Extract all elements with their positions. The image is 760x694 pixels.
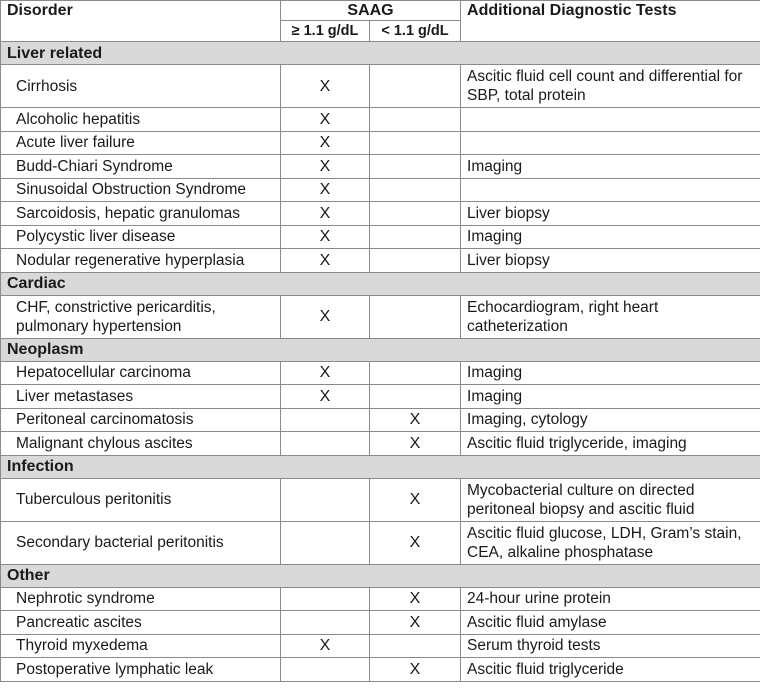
disorder-cell: Polycystic liver disease bbox=[1, 225, 281, 249]
header-row bbox=[1, 1, 760, 21]
saag-high-cell: X bbox=[281, 65, 370, 108]
saag-low-cell: X bbox=[370, 478, 461, 521]
category-label: Other bbox=[1, 564, 760, 587]
table-row bbox=[1, 521, 760, 564]
table-row bbox=[1, 225, 760, 249]
header-saag-low: < 1.1 g/dL bbox=[370, 21, 461, 42]
table-row bbox=[1, 361, 760, 385]
table-row bbox=[1, 432, 760, 456]
tests-cell bbox=[461, 108, 760, 132]
saag-high-cell: X bbox=[281, 108, 370, 132]
saag-high-cell bbox=[281, 478, 370, 521]
disorder-cell: Nephrotic syndrome bbox=[1, 587, 281, 611]
saag-low-cell bbox=[370, 295, 461, 338]
category-label: Infection bbox=[1, 455, 760, 478]
table-row bbox=[1, 108, 760, 132]
saag-high-cell: X bbox=[281, 249, 370, 273]
disorder-cell: Nodular regenerative hyperplasia bbox=[1, 249, 281, 273]
disorder-cell: Postoperative lymphatic leak bbox=[1, 658, 281, 682]
tests-cell: Liver biopsy bbox=[461, 202, 760, 226]
table-row bbox=[1, 249, 760, 273]
category-row bbox=[1, 272, 760, 295]
table-row bbox=[1, 634, 760, 658]
saag-high-cell bbox=[281, 658, 370, 682]
tests-cell: Imaging bbox=[461, 225, 760, 249]
saag-low-cell: X bbox=[370, 658, 461, 682]
category-label: Liver related bbox=[1, 42, 760, 65]
tests-cell: Ascitic fluid triglyceride, imaging bbox=[461, 432, 760, 456]
category-row bbox=[1, 455, 760, 478]
disorder-cell: Thyroid myxedema bbox=[1, 634, 281, 658]
disorder-cell: Sarcoidosis, hepatic granulomas bbox=[1, 202, 281, 226]
tests-cell: Imaging bbox=[461, 155, 760, 179]
category-row bbox=[1, 564, 760, 587]
disorder-cell: Acute liver failure bbox=[1, 131, 281, 155]
table-row bbox=[1, 478, 760, 521]
table-row bbox=[1, 178, 760, 202]
saag-high-cell: X bbox=[281, 385, 370, 409]
table-row bbox=[1, 131, 760, 155]
table-row bbox=[1, 658, 760, 682]
category-row bbox=[1, 42, 760, 65]
table-row bbox=[1, 295, 760, 338]
tests-cell: Liver biopsy bbox=[461, 249, 760, 273]
saag-high-cell: X bbox=[281, 178, 370, 202]
table-body bbox=[1, 42, 760, 682]
saag-low-cell: X bbox=[370, 587, 461, 611]
tests-cell: Ascitic fluid cell count and differential for SBP, total protein bbox=[461, 65, 760, 108]
table-row bbox=[1, 408, 760, 432]
saag-low-cell bbox=[370, 131, 461, 155]
tests-cell: Imaging bbox=[461, 361, 760, 385]
disorder-cell: Cirrhosis bbox=[1, 65, 281, 108]
disorder-cell: Malignant chylous ascites bbox=[1, 432, 281, 456]
disorder-cell: Tuberculous peritonitis bbox=[1, 478, 281, 521]
saag-low-cell bbox=[370, 225, 461, 249]
disorder-cell: Hepatocellular carcinoma bbox=[1, 361, 281, 385]
saag-low-cell bbox=[370, 202, 461, 226]
tests-cell: Serum thyroid tests bbox=[461, 634, 760, 658]
saag-high-cell: X bbox=[281, 361, 370, 385]
category-label: Cardiac bbox=[1, 272, 760, 295]
saag-low-cell bbox=[370, 108, 461, 132]
header-saag-high: ≥ 1.1 g/dL bbox=[281, 21, 370, 42]
table-row bbox=[1, 155, 760, 179]
saag-low-cell bbox=[370, 361, 461, 385]
tests-cell: Ascitic fluid glucose, LDH, Gram’s stain, CEA, alkaline phosphatase bbox=[461, 521, 760, 564]
saag-high-cell: X bbox=[281, 295, 370, 338]
header-saag: SAAG bbox=[281, 1, 461, 21]
saag-low-cell bbox=[370, 385, 461, 409]
saag-high-cell bbox=[281, 432, 370, 456]
saag-high-cell bbox=[281, 611, 370, 635]
saag-high-cell bbox=[281, 521, 370, 564]
saag-high-cell bbox=[281, 408, 370, 432]
saag-high-cell: X bbox=[281, 634, 370, 658]
tests-cell: Ascitic fluid triglyceride bbox=[461, 658, 760, 682]
tests-cell: Imaging bbox=[461, 385, 760, 409]
saag-low-cell bbox=[370, 634, 461, 658]
header-disorder: Disorder bbox=[1, 1, 281, 42]
saag-high-cell: X bbox=[281, 131, 370, 155]
saag-high-cell bbox=[281, 587, 370, 611]
tests-cell bbox=[461, 178, 760, 202]
disorder-cell: Budd-Chiari Syndrome bbox=[1, 155, 281, 179]
disorder-cell: Sinusoidal Obstruction Syndrome bbox=[1, 178, 281, 202]
saag-low-cell: X bbox=[370, 521, 461, 564]
category-row bbox=[1, 338, 760, 361]
disorder-cell: Secondary bacterial peritonitis bbox=[1, 521, 281, 564]
header-tests: Additional Diagnostic Tests bbox=[461, 1, 760, 42]
saag-low-cell bbox=[370, 178, 461, 202]
tests-cell: 24-hour urine protein bbox=[461, 587, 760, 611]
saag-low-cell bbox=[370, 155, 461, 179]
disorder-cell: Liver metastases bbox=[1, 385, 281, 409]
saag-high-cell: X bbox=[281, 202, 370, 226]
table-row bbox=[1, 587, 760, 611]
saag-low-cell bbox=[370, 65, 461, 108]
tests-cell: Imaging, cytology bbox=[461, 408, 760, 432]
table-row bbox=[1, 202, 760, 226]
tests-cell: Echocardiogram, right heart catheterization bbox=[461, 295, 760, 338]
table-row bbox=[1, 611, 760, 635]
table-row bbox=[1, 65, 760, 108]
tests-cell: Mycobacterial culture on directed peritoneal biopsy and ascitic fluid bbox=[461, 478, 760, 521]
category-label: Neoplasm bbox=[1, 338, 760, 361]
saag-low-cell: X bbox=[370, 408, 461, 432]
tests-cell: Ascitic fluid amylase bbox=[461, 611, 760, 635]
saag-high-cell: X bbox=[281, 225, 370, 249]
disorder-cell: CHF, constrictive pericarditis, pulmonary hypertension bbox=[1, 295, 281, 338]
saag-low-cell: X bbox=[370, 432, 461, 456]
disorder-cell: Pancreatic ascites bbox=[1, 611, 281, 635]
saag-high-cell: X bbox=[281, 155, 370, 179]
saag-low-cell bbox=[370, 249, 461, 273]
table-row bbox=[1, 385, 760, 409]
tests-cell bbox=[461, 131, 760, 155]
saag-low-cell: X bbox=[370, 611, 461, 635]
disorder-cell: Peritoneal carcinomatosis bbox=[1, 408, 281, 432]
disorder-cell: Alcoholic hepatitis bbox=[1, 108, 281, 132]
